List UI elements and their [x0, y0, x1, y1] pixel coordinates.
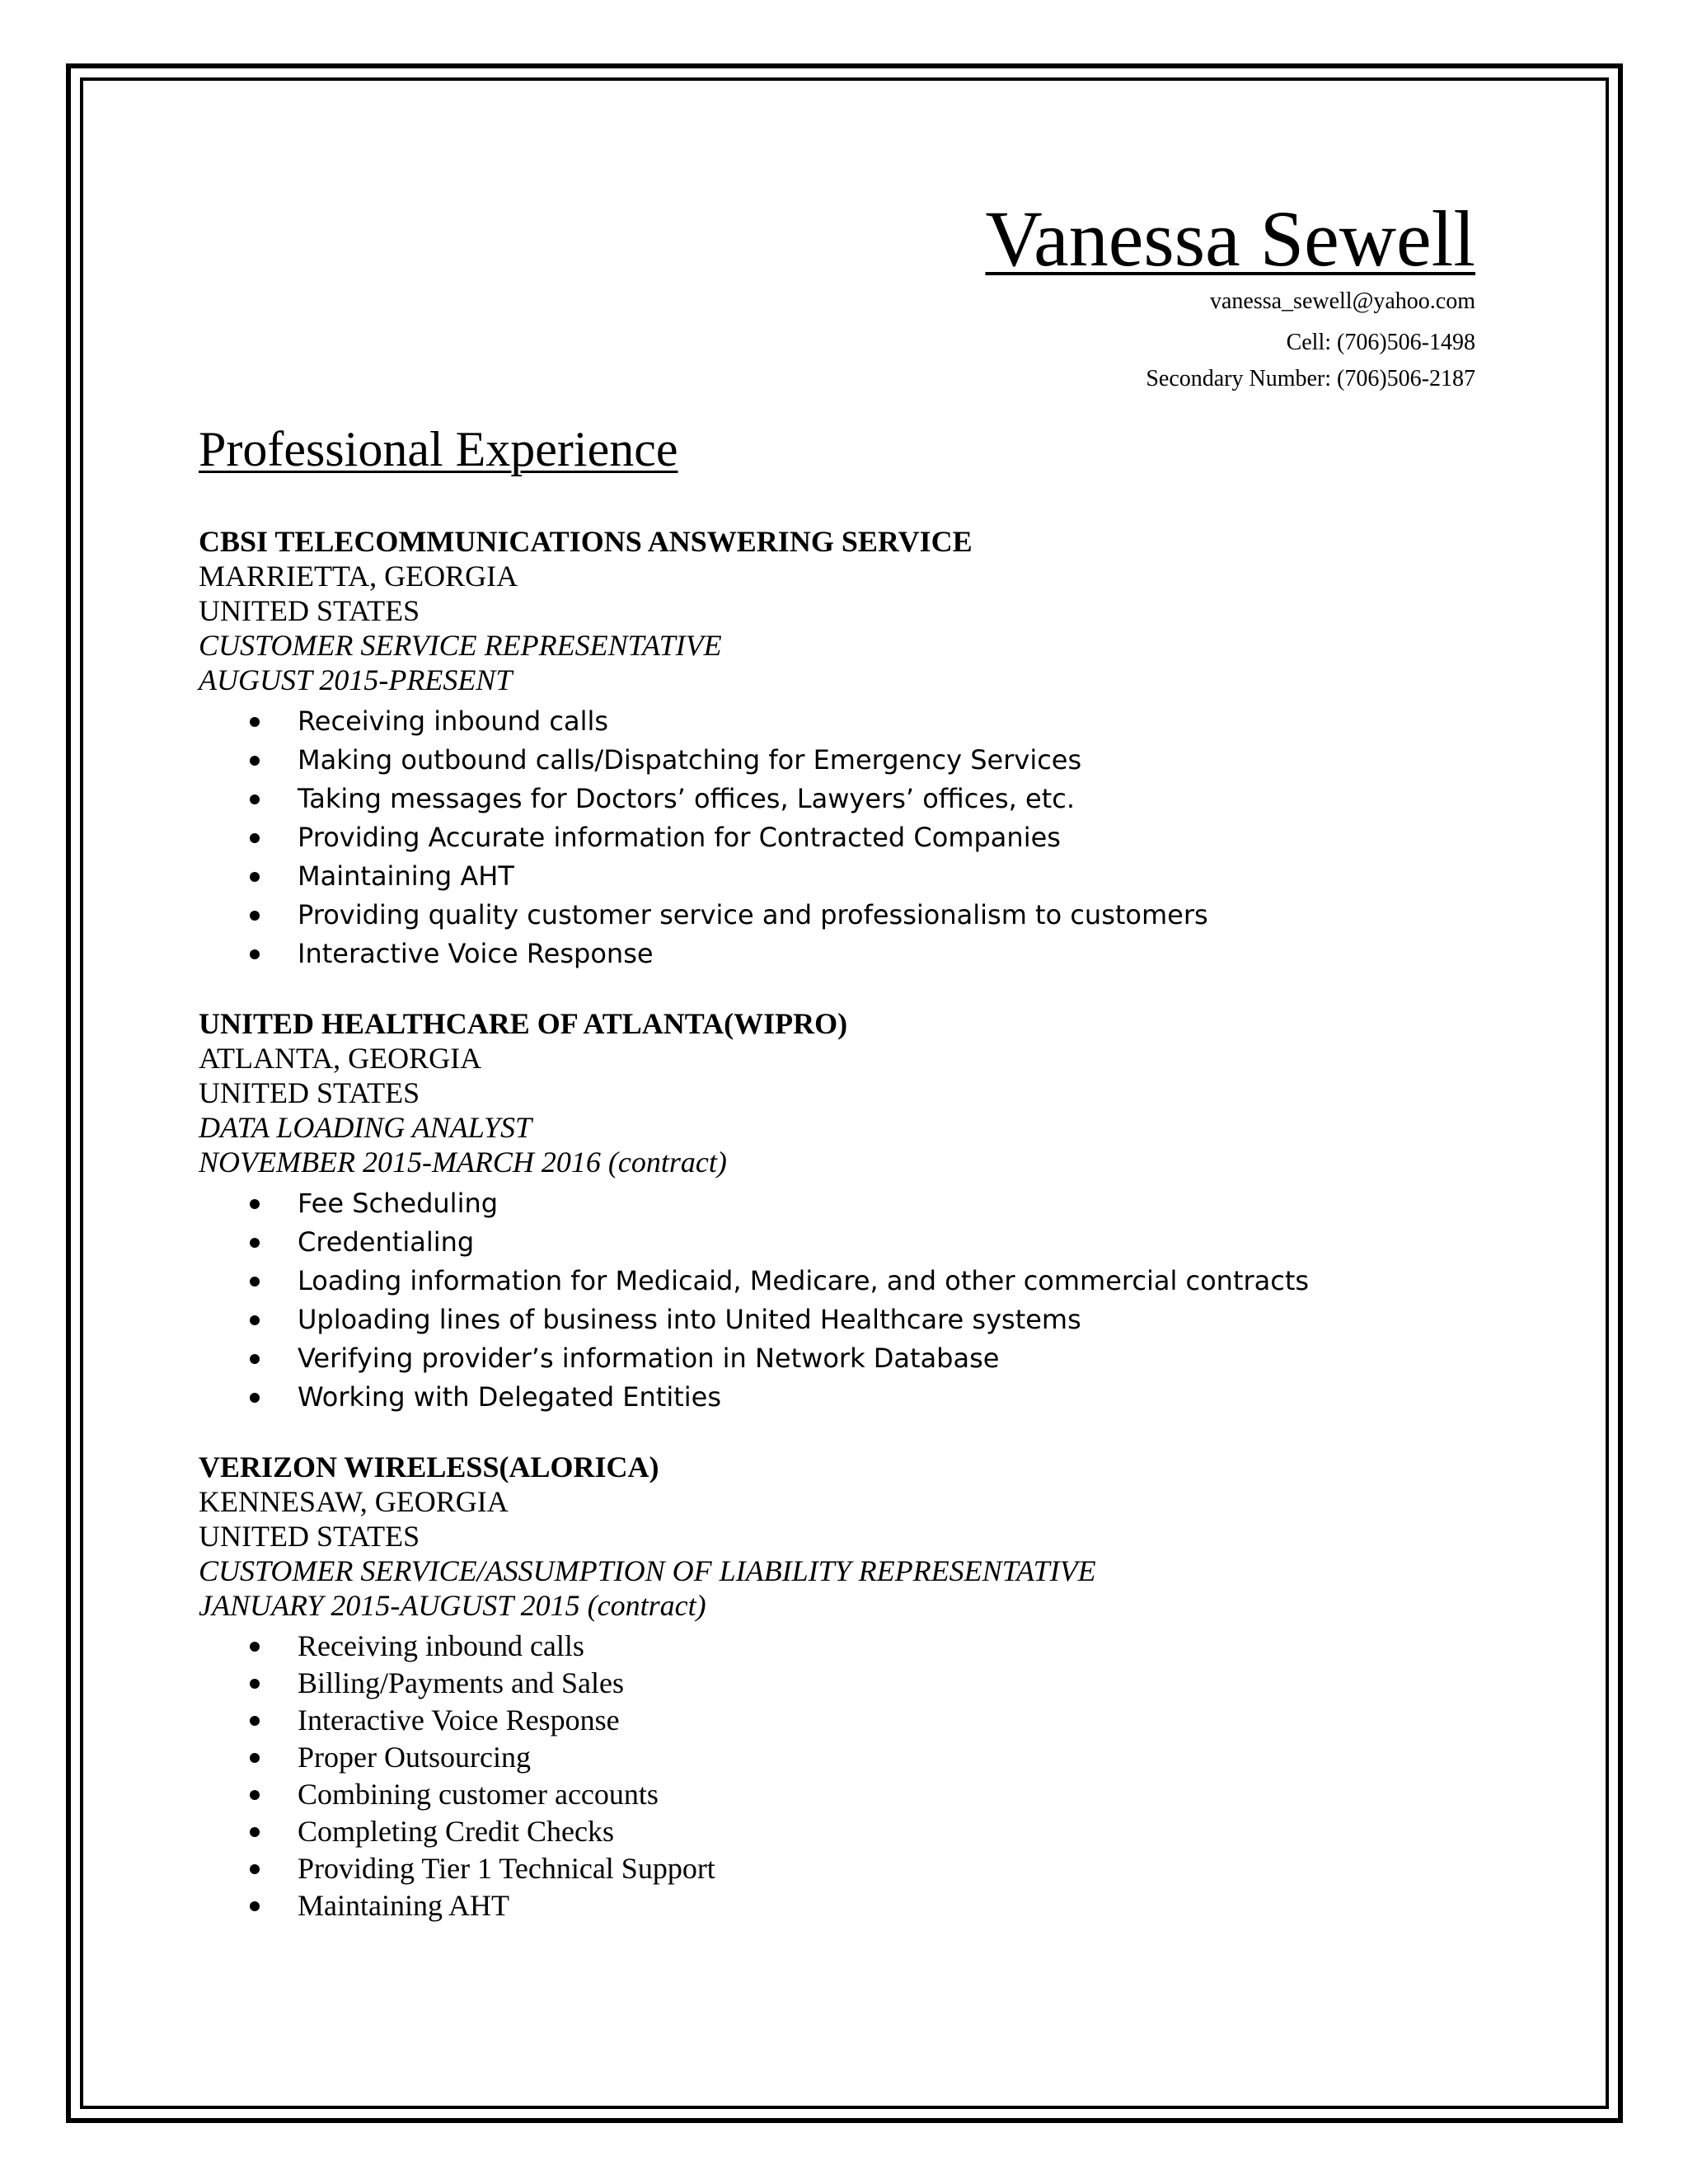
company-name: CBSI TELECOMMUNICATIONS ANSWERING SERVICE [199, 525, 973, 558]
bullet-icon [250, 1238, 260, 1248]
duty-item [199, 741, 1484, 780]
secondary-phone: Secondary Number: (706)506-2187 [1146, 366, 1475, 391]
job-title: CUSTOMER SERVICE REPRESENTATIVE [199, 629, 722, 662]
bullet-icon [250, 1679, 260, 1689]
duty-text: Taking messages for Doctors’ offices, Lawyers’ offices, etc. [298, 783, 1076, 814]
job-entry [199, 1006, 1484, 1417]
job-city: KENNESAW, GEORGIA [199, 1485, 509, 1518]
job-dates: JANUARY 2015-AUGUST 2015 (contract) [199, 1589, 706, 1622]
job-country: UNITED STATES [199, 1520, 420, 1553]
duty-item [199, 1702, 1484, 1739]
duty-text: Receiving inbound calls [298, 1629, 584, 1662]
bullet-icon [250, 1642, 260, 1652]
duty-item [199, 1301, 1484, 1339]
job-entry [199, 524, 1484, 973]
bullet-icon [250, 1753, 260, 1763]
duty-text: Interactive Voice Response [298, 1704, 620, 1736]
duty-item [199, 1628, 1484, 1665]
job-country: UNITED STATES [199, 594, 420, 627]
duty-text: Completing Credit Checks [298, 1815, 614, 1848]
contact-header [985, 194, 1475, 396]
bullet-icon [250, 1790, 260, 1800]
bullet-icon [250, 1393, 260, 1403]
duty-item [199, 935, 1484, 973]
duty-text: Maintaining AHT [298, 1889, 509, 1922]
job-city: ATLANTA, GEORGIA [199, 1042, 482, 1075]
cell-phone: Cell: (706)506-1498 [1286, 330, 1475, 355]
job-dates: NOVEMBER 2015-MARCH 2016 (contract) [199, 1146, 727, 1179]
duty-text: Proper Outsourcing [298, 1741, 531, 1774]
duty-text: Providing quality customer service and professionalism to customers [298, 899, 1208, 930]
bullet-icon [250, 911, 260, 921]
bullet-icon [250, 1864, 260, 1874]
duty-text: Billing/Payments and Sales [298, 1666, 624, 1699]
duty-item [199, 1339, 1484, 1378]
bullet-icon [250, 1315, 260, 1325]
duty-text: Receiving inbound calls [298, 705, 609, 737]
duty-text: Combining customer accounts [298, 1778, 659, 1811]
duty-item [199, 702, 1484, 741]
duty-text: Maintaining AHT [298, 860, 514, 892]
duty-item [199, 1850, 1484, 1887]
company-name: VERIZON WIRELESS(ALORICA) [199, 1451, 659, 1483]
bullet-icon [250, 756, 260, 766]
bullet-icon [250, 1199, 260, 1209]
job-country: UNITED STATES [199, 1076, 420, 1109]
duty-item [199, 1184, 1484, 1223]
duties-list [199, 702, 1484, 973]
duty-item [199, 1887, 1484, 1924]
duty-item [199, 1378, 1484, 1417]
duty-text: Fee Scheduling [298, 1188, 499, 1219]
duties-list [199, 1628, 1484, 1924]
duty-item [199, 1262, 1484, 1301]
section-title: Professional Experience [199, 422, 678, 476]
bullet-icon [250, 1901, 260, 1911]
job-title: DATA LOADING ANALYST [199, 1111, 532, 1144]
bullet-icon [250, 949, 260, 959]
job-city: MARRIETTA, GEORGIA [199, 560, 518, 593]
duty-item [199, 1665, 1484, 1702]
duty-text: Loading information for Medicaid, Medicare, and other commercial contracts [298, 1265, 1310, 1296]
duty-item [199, 780, 1484, 818]
applicant-name: Vanessa Sewell [985, 194, 1475, 283]
job-entry [199, 1450, 1484, 1924]
job-dates: AUGUST 2015-PRESENT [199, 663, 513, 696]
bullet-icon [250, 1277, 260, 1286]
duty-text: Providing Tier 1 Technical Support [298, 1852, 715, 1885]
duty-text: Interactive Voice Response [298, 938, 654, 969]
duty-text: Uploading lines of business into United Healthcare systems [298, 1304, 1081, 1335]
duty-item [199, 1813, 1484, 1850]
company-name: UNITED HEALTHCARE OF ATLANTA(WIPRO) [199, 1007, 848, 1040]
email-address: vanessa_sewell@yahoo.com [1209, 288, 1475, 314]
duty-item [199, 1776, 1484, 1813]
bullet-icon [250, 833, 260, 843]
bullet-icon [250, 1827, 260, 1837]
duty-text: Working with Delegated Entities [298, 1381, 722, 1413]
duty-item [199, 818, 1484, 857]
duty-item [199, 1223, 1484, 1262]
duty-item [199, 896, 1484, 935]
bullet-icon [250, 872, 260, 882]
duty-text: Verifying provider’s information in Network Database [298, 1343, 1000, 1374]
duty-text: Credentialing [298, 1226, 475, 1258]
duties-list [199, 1184, 1484, 1417]
bullet-icon [250, 1354, 260, 1364]
job-title: CUSTOMER SERVICE/ASSUMPTION OF LIABILITY REPRESENTATIVE [199, 1554, 1096, 1587]
resume-body [199, 420, 1484, 1957]
bullet-icon [250, 794, 260, 804]
bullet-icon [250, 717, 260, 727]
duty-text: Providing Accurate information for Contracted Companies [298, 822, 1061, 853]
duty-item [199, 1739, 1484, 1776]
duty-item [199, 857, 1484, 896]
duty-text: Making outbound calls/Dispatching for Emergency Services [298, 744, 1082, 776]
bullet-icon [250, 1716, 260, 1726]
